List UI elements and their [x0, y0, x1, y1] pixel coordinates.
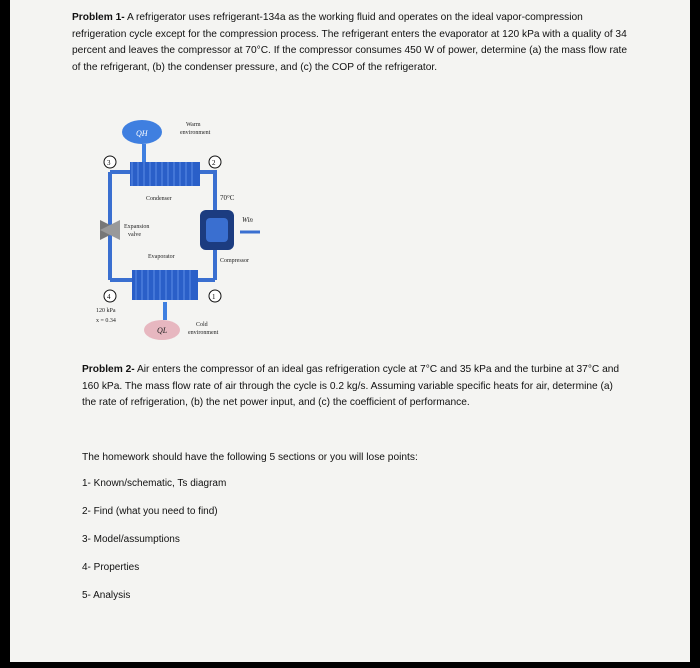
- warm-label-2: environment: [180, 130, 211, 136]
- state-2: 2: [212, 159, 216, 167]
- qh-label: QH: [136, 129, 148, 138]
- cold-label-1: Cold: [196, 322, 208, 328]
- homework-item: 3- Model/assumptions: [82, 534, 180, 545]
- state-1: 1: [212, 293, 216, 301]
- compressor: [200, 210, 234, 250]
- problem-1-text: A refrigerator uses refrigerant-134a as the working fluid and operates on the ideal vapor-compression refrigeration cycle except for the compression process. The refrigerant enters the evaporator at 120 kPa with a quality of 34 percent and leaves the compressor at 70°C. If the compressor consumes 450 W of power, determine (a) the mass flow rate of the refrigerant, (b) the condenser pressure, and (c) the COP of the refrigerator.: [72, 12, 628, 73]
- problem-2-text: Air enters the compressor of an ideal gas refrigeration cycle at 7°C and 35 kPa and the turbine at 37°C and 160 kPa. The mass flow rate of air through the cycle is 0.2 kg/s. Assuming variable specific heats for air, determine (a) the rate of refrigeration, (b) the net power input, and (c) the coefficient of performance.: [82, 364, 620, 408]
- ql-label: QL: [157, 326, 168, 335]
- expansion-label-1: Expansion: [124, 224, 150, 230]
- condenser-label: Condenser: [146, 196, 172, 202]
- homework-item: 5- Analysis: [82, 590, 131, 601]
- homework-intro: The homework should have the following 5 sections or you will lose points:: [82, 452, 418, 463]
- temperature-label: 70°C: [220, 194, 235, 202]
- win-label: Win: [242, 216, 253, 224]
- problem-1-label: Problem 1-: [72, 12, 125, 23]
- evaporator-label: Evaporator: [148, 254, 175, 260]
- refrigerator-schematic: [80, 110, 280, 350]
- pressure-label: 120 kPa: [96, 308, 116, 314]
- document-page: [10, 0, 690, 662]
- state-3: 3: [107, 159, 111, 167]
- homework-item: 2- Find (what you need to find): [82, 506, 218, 517]
- problem-2: [82, 362, 622, 412]
- cold-label-2: environment: [188, 330, 219, 336]
- compressor-label: Compressor: [220, 258, 249, 264]
- homework-item: 4- Properties: [82, 562, 140, 573]
- problem-2-label: Problem 2-: [82, 364, 135, 375]
- evaporator-coil: [132, 270, 198, 300]
- quality-label: x = 0.34: [96, 318, 116, 324]
- problem-1: [72, 10, 632, 76]
- expansion-label-2: valve: [128, 232, 141, 238]
- state-4: 4: [107, 293, 111, 301]
- condenser-coil: [130, 162, 200, 186]
- warm-label-1: Warm: [186, 122, 201, 128]
- homework-item: 1- Known/schematic, Ts diagram: [82, 478, 227, 489]
